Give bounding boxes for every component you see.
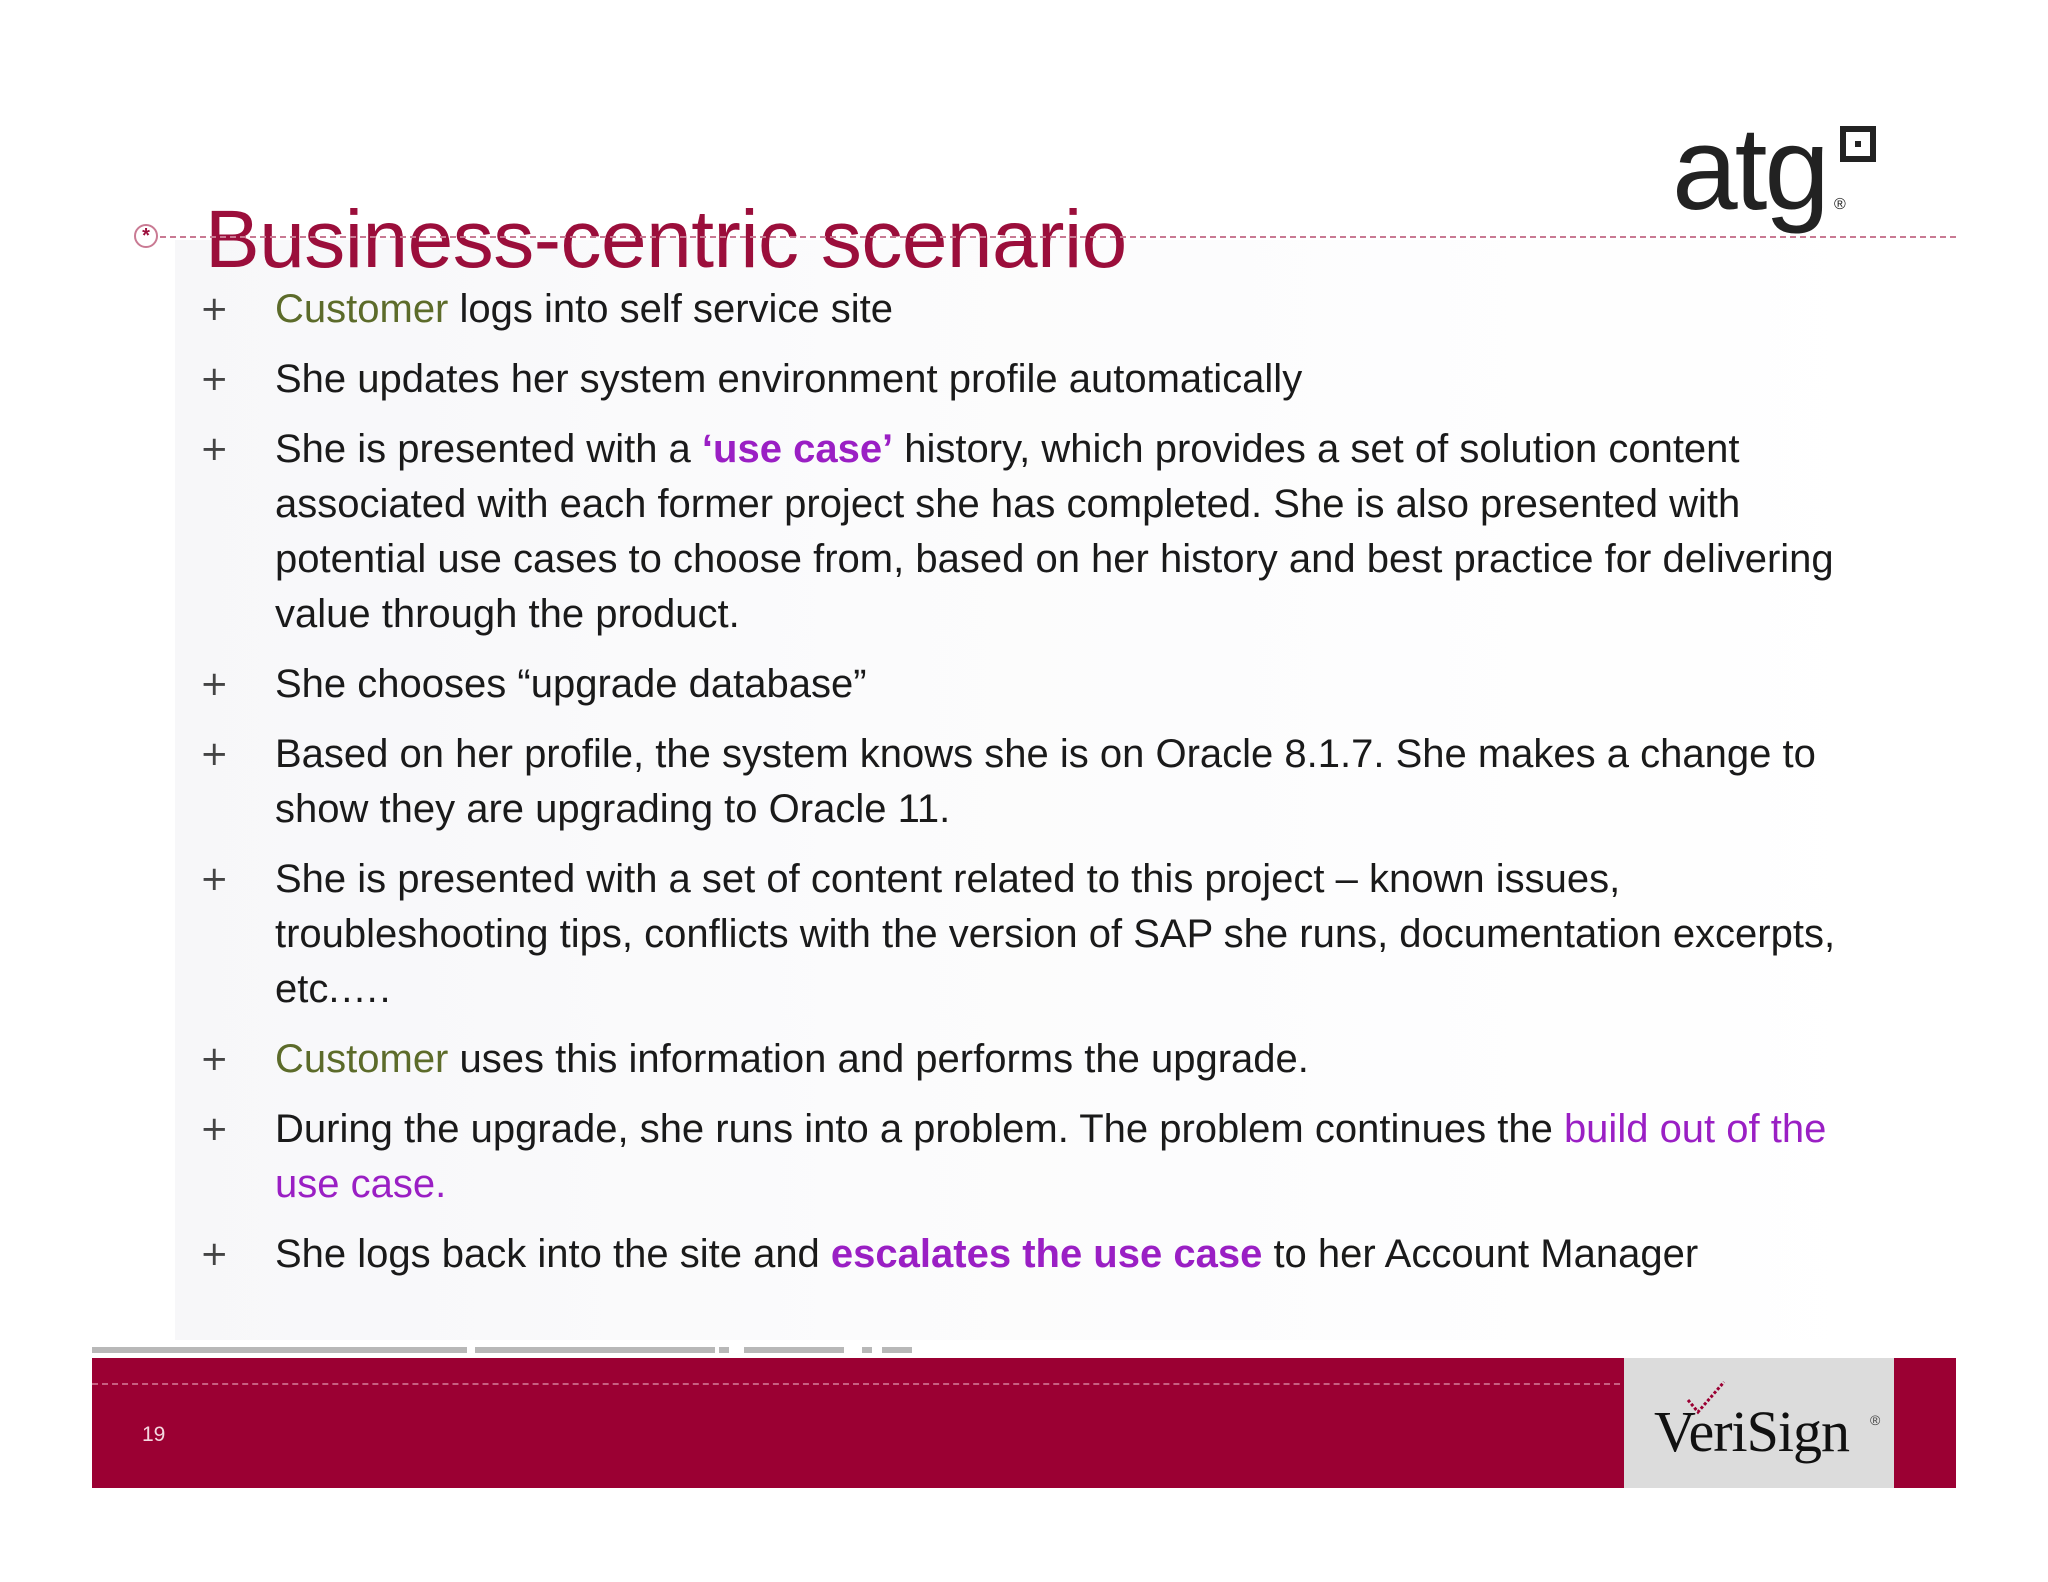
bullet-text: She is presented with a set of content related to this project – known issues, troubleshooting tips, conflicts with the version of SAP she runs, documentation excerpts, etc.….	[275, 857, 1836, 1011]
footer-divider	[92, 1383, 1620, 1385]
bullet-text: uses this information and performs the upgrade.	[448, 1037, 1309, 1081]
plus-bullet-icon: +	[200, 1109, 229, 1149]
bullet-text: She logs back into the site and	[275, 1232, 831, 1276]
bullet-item	[200, 1227, 1840, 1282]
bullet-item	[200, 727, 1840, 837]
plus-bullet-icon: +	[200, 664, 229, 704]
footer-tick	[92, 1347, 467, 1353]
footer-band	[92, 1358, 1956, 1488]
bullet-text: ‘use case’	[701, 427, 894, 471]
bullet-item	[200, 282, 1840, 337]
registered-mark-icon: ®	[1870, 1412, 1881, 1428]
bullet-item	[200, 1102, 1840, 1212]
footer-tick	[744, 1347, 844, 1353]
bullet-text: logs into self service site	[448, 287, 894, 331]
verisign-wordmark: VeriSign	[1654, 1399, 1849, 1464]
plus-bullet-icon: +	[200, 1234, 229, 1274]
footer-tick	[719, 1347, 729, 1353]
bullet-list	[200, 282, 1840, 1297]
plus-bullet-icon: +	[200, 359, 229, 399]
footer-tick	[882, 1347, 912, 1353]
bullet-item	[200, 852, 1840, 1017]
atg-logo-square-icon	[1840, 126, 1876, 162]
asterisk-icon: *	[134, 224, 158, 248]
registered-mark-icon: ®	[1834, 196, 1846, 213]
plus-bullet-icon: +	[200, 289, 229, 329]
atg-logo-wordmark: atg	[1672, 103, 1828, 235]
plus-bullet-icon: +	[200, 859, 229, 899]
footer-tick	[862, 1347, 872, 1353]
bullet-text: She is presented with a	[275, 427, 702, 471]
bullet-text: She chooses “upgrade database”	[275, 662, 867, 706]
plus-bullet-icon: +	[200, 1039, 229, 1079]
bullet-text: During the upgrade, she runs into a problem. The problem continues the	[275, 1107, 1564, 1151]
slide-title: Business-centric scenario	[205, 193, 1127, 285]
plus-bullet-icon: +	[200, 429, 229, 469]
plus-bullet-icon: +	[200, 734, 229, 774]
bullet-item	[200, 422, 1840, 642]
bullet-text: build out of the use case.	[275, 1107, 1827, 1206]
bullet-item	[200, 1032, 1840, 1087]
verisign-logo	[1624, 1358, 1894, 1488]
page-number: 19	[142, 1423, 166, 1446]
bullet-text: Customer	[275, 1037, 449, 1081]
bullet-text: She updates her system environment profile automatically	[275, 357, 1303, 401]
bullet-item	[200, 657, 1840, 712]
bullet-text: history, which provides a set of solution content associated with each former project she has completed. She is also presented with potential use cases to choose from, based on her history and best practice for delivering value through the product.	[275, 427, 1834, 636]
bullet-text: escalates the use case	[830, 1232, 1263, 1276]
bullet-text: Customer	[275, 287, 449, 331]
bullet-text: to her Account Manager	[1262, 1232, 1699, 1276]
footer-tick	[475, 1347, 715, 1353]
bullet-item	[200, 352, 1840, 407]
atg-logo	[1672, 103, 1892, 240]
bullet-text: Based on her profile, the system knows she is on Oracle 8.1.7. She makes a change to show they are upgrading to Oracle 11.	[275, 732, 1816, 831]
